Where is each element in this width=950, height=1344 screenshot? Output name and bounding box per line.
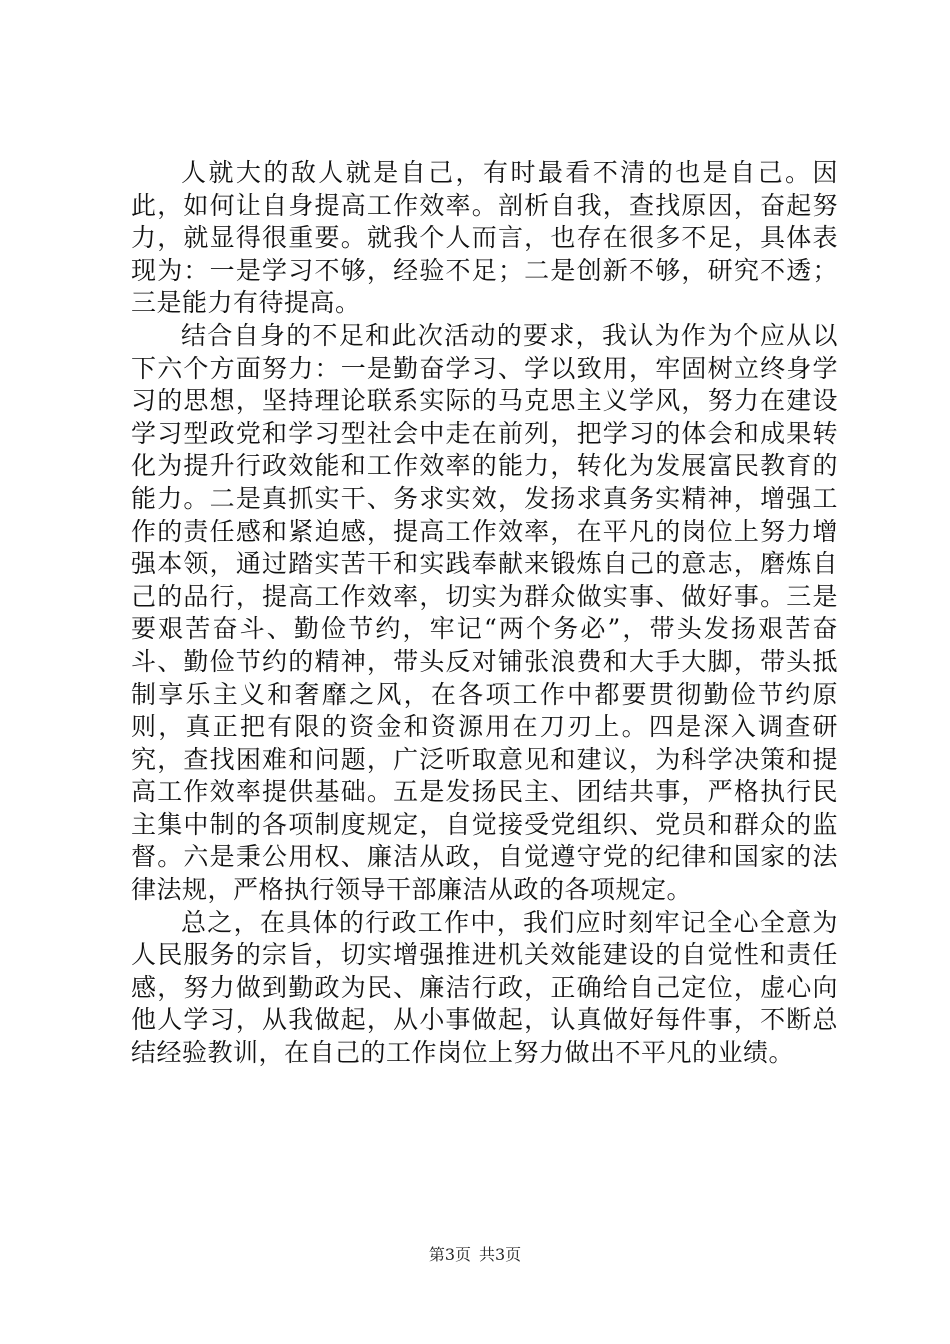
page-number-total: 共3页 — [479, 1245, 522, 1264]
paragraph-six-efforts: 结合自身的不足和此次活动的要求，我认为作为个应从以下六个方面努力：一是勤奋学习、学以致用，牢固树立终身学习的思想，坚持理论联系实际的马克思主义学风，努力在建设学习型政党和学习型社会中走在前列，把学习的体会和成果转化为提升行政效能和工作效率的能力，转化为发展富民教育的能力。二是真抓实干、务求实效，发扬求真务实精神，增强工作的责任感和紧迫感，提高工作效率，在平凡的岗位上努力增强本领，通过踏实苦干和实践奉献来锻炼自己的意志，磨炼自己的品行，提高工作效率，切实为群众做实事、做好事。三是要艰苦奋斗、勤俭节约，牢记“两个务必”，带头发扬艰苦奋斗、勤俭节约的精神，带头反对铺张浪费和大手大脚，带头抵制享乐主义和奢靡之风，在各项工作中都要贯彻勤俭节约原则，真正把有限的资金和资源用在刀刃上。四是深入调查研究，查找困难和问题，广泛听取意见和建议，为科学决策和提高工作效率提供基础。五是发扬民主、团结共事，严格执行民主集中制的各项制度规定，自觉接受党组织、党员和群众的监督。六是秉公用权、廉洁从政，自觉遵守党的纪律和国家的法律法规，严格执行领导干部廉洁从政的各项规定。 — [131, 320, 838, 905]
page-number-current: 第3页 — [428, 1245, 471, 1264]
paragraph-self-analysis: 人就大的敌人就是自己，有时最看不清的也是自己。因此，如何让自身提高工作效率。剖析自我，查找原因，奋起努力，就显得很重要。就我个人而言，也存在很多不足，具体表现为：一是学习不够，经验不足；二是创新不够，研究不透；三是能力有待提高。 — [131, 158, 838, 318]
document-body — [131, 157, 838, 1070]
page-footer — [0, 1245, 950, 1265]
paragraph-conclusion: 总之，在具体的行政工作中，我们应时刻牢记全心全意为人民服务的宗旨，切实增强推进机关效能建设的自觉性和责任感，努力做到勤政为民、廉洁行政，正确给自己定位，虚心向他人学习，从我做起，从小事做起，认真做好每件事，不断总结经验教训，在自己的工作岗位上努力做出不平凡的业绩。 — [131, 907, 838, 1068]
